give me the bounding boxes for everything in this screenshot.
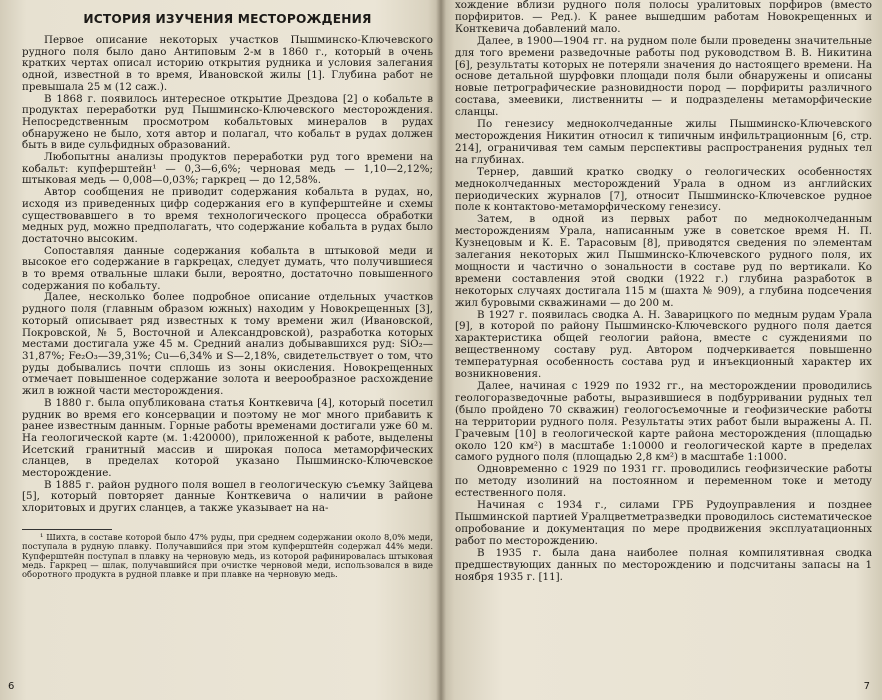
paragraph: Далее, несколько более подробное описание отдельных участков рудного поля (главным образом южных) находим у Новокрещенных [3], который описывает ряд известных к тому времени жил (Ивановской, Покровской, № 5, Восточной и Александровской), разработка которых местами достигала уже 45 м. Средний анализ добывавшихся руд: SiO₂—31,87%; Fe₂O₃—39,31%; Cu—6,34% и S—2,18%, свидетельствует о том, что руды добывались почти сплошь из зоны окисления. Новокрещенных отмечает повышенное содержание золота и веерообразное расхождение жил в южной части месторождения. [22,291,433,398]
paragraph: Одновременно с 1929 по 1931 гг. проводились геофизические работы по методу изолиний на постоянном и переменном токе и методу естественного поля. [455,463,872,500]
footnote [22,533,433,580]
paragraph: В 1868 г. появилось интересное открытие Дрездова [2] о кобальте в продуктах переработки руд Пышминско-Ключевского месторождения. Непосредственным просмотром кобальтовых минералов в рудах обнаружено не было, хотя автор и полагал, что кобальт в рудах должен быть в виде сульфидных образований. [22,92,433,152]
paragraph: Далее, в 1900—1904 гг. на рудном поле были проведены значительные для того времени разведочные работы под руководством В. В. Никитина [6], результаты которых не потеряли значения до настоящего времени. На основе детальной шурфовки площади поля были обнаружены и описаны новые петрографические разновидности пород — порфириты различного состава, змеевики, лиственниты — и подразделены метаморфические сланцы. [455,34,872,119]
paragraph: Любопытны анализы продуктов переработки руд того времени на кобальт: купферштейн¹ — 0,3—6,6%; черновая медь — 1,10—2,12%; штыковая медь — 0,008—0,03%; гаркрец — до 12,58%. [22,151,433,187]
right-page [441,0,882,700]
paragraph: В 1935 г. была дана наиболее полная компилятивная сводка предшествующих данных по месторождению и подсчитаны запасы на 1 ноября 1935 г. [11]. [455,546,872,583]
chapter-heading: ИСТОРИЯ ИЗУЧЕНИЯ МЕСТОРОЖДЕНИЯ [83,12,372,26]
left-page-text [22,35,433,515]
book-gutter [436,0,446,700]
paragraph: По генезису медноколчеданные жилы Пышминско-Ключевского месторождения Никитин относил к типичным инфильтрационным [6, стр. 214], ограничивая тем самым перспективы распространения рудных тел на глубинах. [455,118,872,166]
paragraph: Далее, начиная с 1929 по 1932 гг., на месторождении проводились геологоразведочные работы, выразившиеся в подбурривании рудных тел (было пройдено 70 скважин) геологосъемочные и геофизические работы на территории рудного поля. Результаты этих работ были выражены А. П. Грачевым [10] в геологической карте района месторождения (площадью около 120 км²) в масштабе 1:10000 и геологической карте в пределах самого рудного поля (площадью 2,8 км²) в масштабе 1:1000. [455,380,872,464]
paragraph: хождение вблизи рудного поля полосы уралитовых порфиров (вместо порфиритов. — Ред.). К ранее вышедшим работам Новокрещенных и Конткевича добавлений мало. [455,0,872,35]
paragraph: Первое описание некоторых участков Пышминско-Ключевского рудного поля было дано Антиповым 2-м в 1860 г., который в очень кратких чертах описал историю открытия рудника и условия залегания одной, известной в то время, Ивановской жилы [1]. Глубина работ не превышала 25 м (12 саж.). [22,34,433,93]
paragraph: В 1927 г. появилась сводка А. Н. Заварицкого по медным рудам Урала [9], в которой по району Пышминско-Ключевского рудного поля дается характеристика общей геологии района, вместе с суждениями по вещественному составу руд. Автором подчеркивается повышенно температурная особенность состава руд и инъекционный характер их возникновения. [455,308,872,381]
paragraph: В 1880 г. была опубликована статья Конткевича [4], который посетил рудник во время его консервации и поэтому не мог много прибавить к ранее известным данным. Горные работы временами достигали уже 60 м. На геологической карте (м. 1:420000), приложенной к работе, выделены Исетский гранитный массив и широкая полоса метаморфических сланцев, в пределах которой указано Пышминско-Ключевское месторождение. [22,396,433,480]
paragraph: Автор сообщения не приводит содержания кобальта в рудах, но, исходя из приведенных цифр содержания его в купферштейне и схемы существовавшего в то время технологического процесса обработки медных руд, можно предполагать, что содержание кобальта в рудах было достаточно высоким. [22,186,433,245]
paragraph: В 1885 г. район рудного поля вошел в геологическую съемку Зайцева [5], который повторяет данные Конткевича о наличии в районе хлоритовых и других сланцев, а также указывает на на- [22,478,433,515]
paragraph: Затем, в одной из первых работ по медноколчеданным месторождениям Урала, написанным уже в советское время Н. П. Кузнецовым и К. Е. Тарасовым [8], приводятся сведения по элементам залегания некоторых жил Пышминско-Ключевского рудного поля, их мощности и частично о зональности в составе руд по вертикали. Ко времени составления этой сводки (1922 г.) глубина разработок в некоторых случаях достигала 115 м (шахта № 909), а глубина подсечения жил буровыми скважинами — до 200 м. [455,213,872,309]
paragraph: Сопоставляя данные содержания кобальта в штыковой меди и высокое его содержание в гаркрецах, следует думать, что получившиеся в то время отвальные шлаки были, вероятно, достаточно повышенного содержания по кобальту. [22,244,433,292]
page-number-left: 6 [8,681,15,692]
paragraph: Тернер, давший кратко сводку о геологических особенностях медноколчеданных месторождений Урала в одном из английских периодических журналов [7], относит Пышминско-Ключевское рудное поле к контактово-метаморфическому генезису. [455,165,872,214]
footnote-text: ¹ Шихта, в составе которой было 47% руды, при среднем содержании около 8,0% меди, поступала в рудную плавку. Получавшийся при этом купферштейн содержал 44% меди. Купферштейн поступал в плавку на черновую медь, из которой рафинировалась штыковая медь. Гаркрец — шлак, получавшийся при очистке черновой меди, использовался в виде оборотного продукта в рудной плавке и при плавке на черновую медь. [22,531,433,580]
right-page-text [455,0,872,583]
page-number-right: 7 [863,681,870,692]
paragraph: Начиная с 1934 г., силами ГРБ Рудоуправления и позднее Пышминской партией Уралцветметразведки проводилось систематическое опробование и документация по мере продвижения эксплуатационных работ по месторождению. [455,499,872,547]
footnote-divider [22,529,112,530]
